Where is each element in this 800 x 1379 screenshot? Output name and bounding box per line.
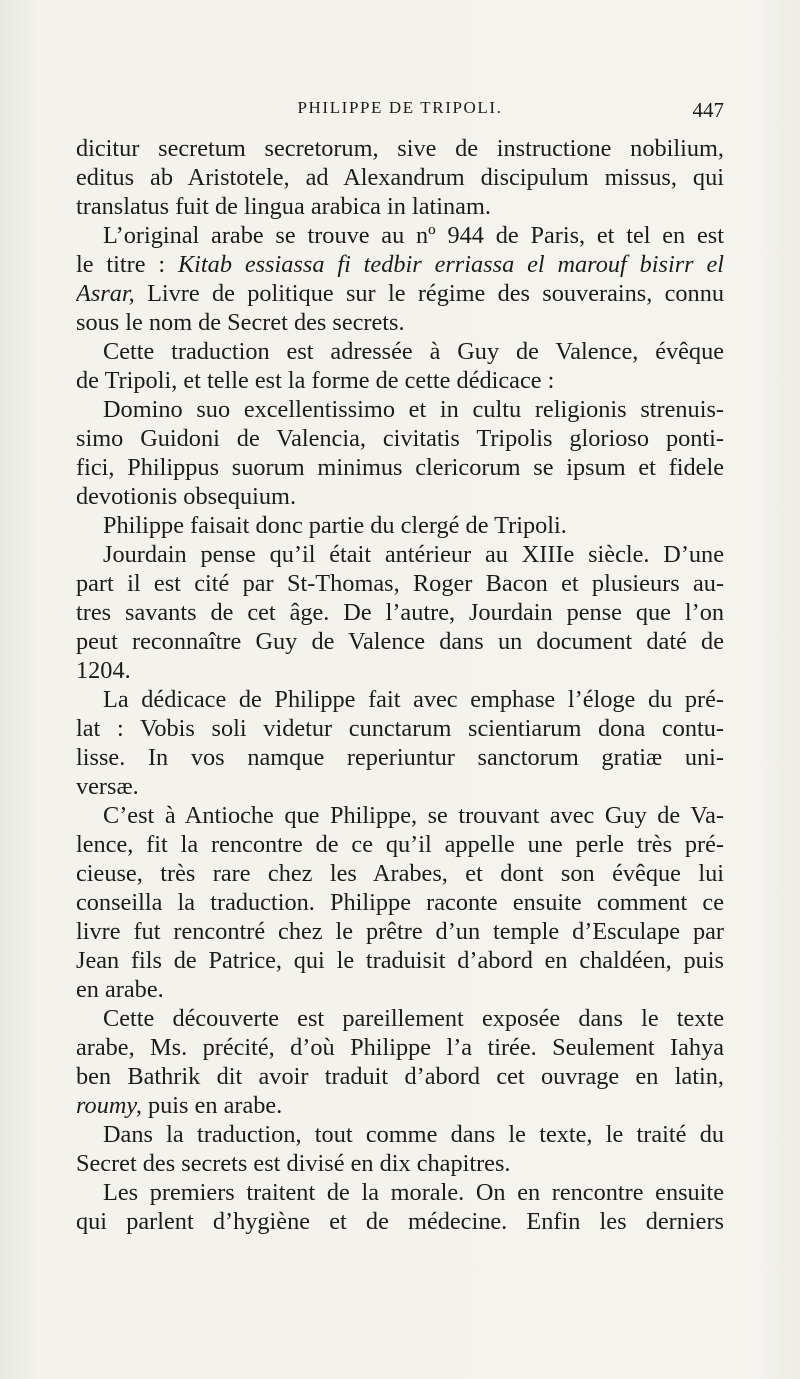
text-line: Cette découverte est pareillement exposée dans le texte: [103, 1005, 724, 1032]
text-line: le titre : Kitab essiassa fi tedbir erriassa el marouf bisirr el: [76, 251, 724, 278]
body-text: [76, 134, 724, 1236]
text-line: Cette traduction est adressée à Guy de Valence, évêque: [103, 338, 724, 365]
text-line: de Tripoli, et telle est la forme de cette dédicace :: [76, 367, 555, 394]
text-line: part il est cité par St-Thomas, Roger Bacon et plusieurs au-: [76, 570, 724, 597]
text-line: C’est à Antioche que Philippe, se trouvant avec Guy de Va-: [103, 802, 724, 829]
text-line: peut reconnaître Guy de Valence dans un document daté de: [76, 628, 724, 655]
text-line: translatus fuit de lingua arabica in latinam.: [76, 193, 491, 220]
text-line: en arabe.: [76, 976, 164, 1003]
text-line: arabe, Ms. précité, d’où Philippe l’a tirée. Seulement Iahya: [76, 1034, 724, 1061]
text-line: devotionis obsequium.: [76, 483, 297, 510]
text-line: cieuse, très rare chez les Arabes, et dont son évêque lui: [76, 860, 724, 887]
text-line: Jean fils de Patrice, qui le traduisit d’abord en chaldéen, puis: [76, 947, 724, 974]
running-head: [76, 98, 724, 124]
page-number: 447: [692, 98, 724, 122]
text-line: dicitur secretum secretorum, sive de instructione nobilium,: [76, 135, 724, 162]
running-title: PHILIPPE DE TRIPOLI.: [297, 98, 503, 117]
text-line: ben Bathrik dit avoir traduit d’abord cet ouvrage en latin,: [76, 1063, 724, 1090]
text-line: Jourdain pense qu’il était antérieur au XIIIe siècle. D’une: [103, 541, 724, 568]
text-line: lat : Vobis soli videtur cunctarum scientiarum dona contu-: [76, 715, 724, 742]
text-line: sous le nom de Secret des secrets.: [76, 309, 405, 336]
text-line: Dans la traduction, tout comme dans le texte, le traité du: [103, 1121, 724, 1148]
text-line: conseilla la traduction. Philippe raconte ensuite comment ce: [76, 889, 724, 916]
text-line: livre fut rencontré chez le prêtre d’un temple d’Esculape par: [76, 918, 724, 945]
text-line: La dédicace de Philippe fait avec emphase l’éloge du pré-: [103, 686, 724, 713]
text-line: lence, fit la rencontre de ce qu’il appelle une perle très pré-: [76, 831, 724, 858]
text-line: Domino suo excellentissimo et in cultu religionis strenuis-: [103, 396, 724, 423]
text-line: Philippe faisait donc partie du clergé de Tripoli.: [103, 512, 567, 539]
text-line: roumy, puis en arabe.: [76, 1092, 283, 1119]
text-line: Les premiers traitent de la morale. On en rencontre ensuite: [103, 1179, 724, 1206]
text-line: L’original arabe se trouve au nº 944 de Paris, et tel en est: [103, 222, 724, 249]
text-line: qui parlent d’hygiène et de médecine. Enfin les derniers: [76, 1208, 724, 1235]
text-line: lisse. In vos namque reperiuntur sanctorum gratiæ uni-: [76, 744, 724, 771]
text-line: Asrar, Livre de politique sur le régime des souverains, connu: [76, 280, 724, 307]
text-line: fici, Philippus suorum minimus clericorum se ipsum et fidele: [76, 454, 724, 481]
text-line: simo Guidoni de Valencia, civitatis Tripolis glorioso ponti-: [76, 425, 724, 452]
text-line: Secret des secrets est divisé en dix chapitres.: [76, 1150, 511, 1177]
text-line: 1204.: [76, 657, 131, 684]
text-line: editus ab Aristotele, ad Alexandrum discipulum missus, qui: [76, 164, 724, 191]
text-line: tres savants de cet âge. De l’autre, Jourdain pense que l’on: [76, 599, 724, 626]
text-line: versæ.: [76, 773, 139, 800]
